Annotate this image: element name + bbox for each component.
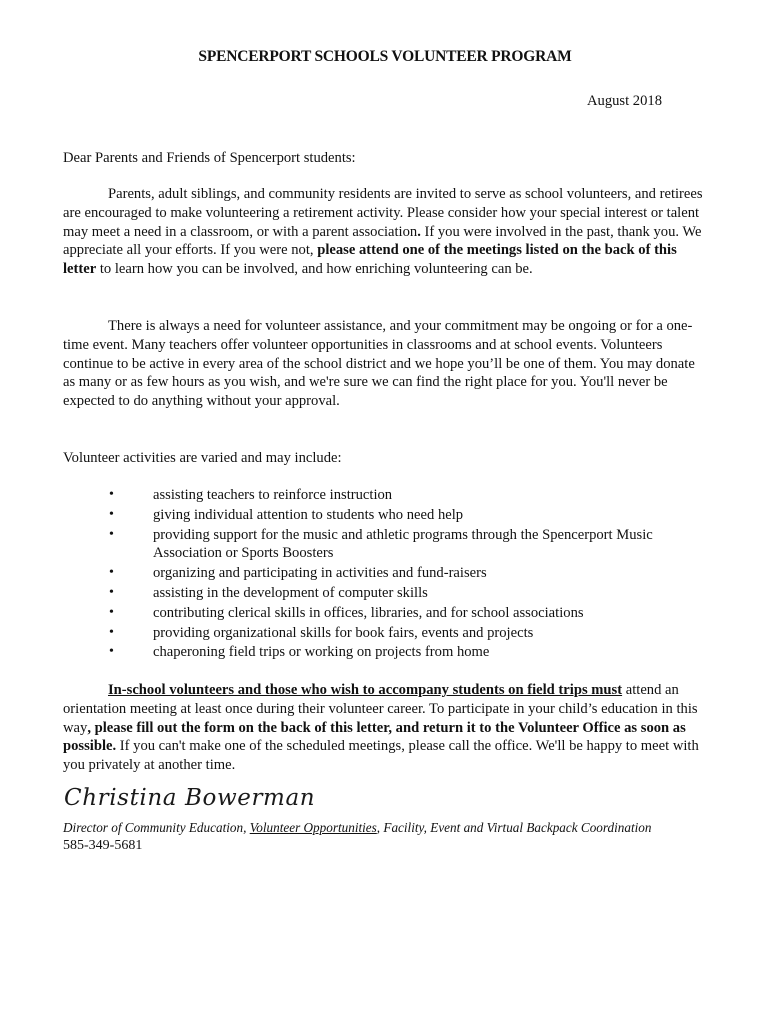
p1-text-2: If you were involved in the past, thank you. We appreciate all your efforts. If you were not,: [63, 223, 702, 259]
signature: Christina Bowerman: [64, 785, 316, 811]
list-item: [108, 506, 668, 525]
list-item-text: chaperoning field trips or working on projects from home: [153, 644, 490, 661]
letter-title: SPENCERPORT SCHOOLS VOLUNTEER PROGRAM: [198, 48, 572, 65]
activities-list: [108, 486, 668, 663]
p3-text-2: If you can't make one of the scheduled meetings, please call the office. We'll be happy to meet with you privately at another time.: [63, 738, 699, 774]
list-item-text: contributing clerical skills in offices, libraries, and for school associations: [153, 604, 584, 621]
activities-intro: Volunteer activities are varied and may include:: [63, 450, 342, 466]
list-item: [108, 564, 668, 583]
sig-title-part-2: , Facility, Event and Virtual Backpack Coordination: [376, 820, 652, 835]
letter-date: August 2018: [587, 93, 662, 109]
paragraph-need: [63, 317, 708, 411]
phone-number: 585-349-5681: [63, 838, 143, 853]
list-item: [108, 624, 668, 643]
bullet-icon: •: [109, 604, 114, 620]
bullet-icon: •: [109, 624, 114, 640]
p3-bold-underline: In-school volunteers and those who wish to accompany students on field trips must: [108, 682, 623, 698]
bullet-icon: •: [109, 644, 114, 660]
list-item: [108, 486, 668, 505]
signature-title: [63, 819, 743, 838]
list-item-text: organizing and participating in activities and fund-raisers: [153, 565, 487, 582]
list-item-text: giving individual attention to students who need help: [153, 506, 464, 523]
list-item: [108, 604, 668, 623]
list-item-text: providing support for the music and athletic programs through the Spencerport Music Association or Sports Boosters: [153, 526, 653, 562]
p1-text: Parents, adult siblings, and community residents are invited to serve as school volunteers, and retirees are encouraged to make volunteering a retirement activity. Please consider how your special interest or talent may meet a need in a classroom, or with a parent association: [63, 186, 703, 240]
list-item: [108, 584, 668, 603]
p1-dot: .: [417, 223, 421, 240]
bullet-icon: •: [109, 487, 114, 502]
p1-text-3: to learn how you can be involved, and how enriching volunteering can be.: [96, 261, 533, 278]
list-item-text: providing organizational skills for book fairs, events and projects: [153, 624, 534, 641]
list-item: [108, 643, 668, 662]
p2-text: There is always a need for volunteer assistance, and your commitment may be ongoing or for a one-time event. Many teachers offer volunteer opportunities in classrooms and at school events. Volunteers continue to be active in every area of the school district and we hope you’ll be one of them. You may donate as many or as few hours as you wish, and we're sure we can find the right place for you. You'll never be expected to do anything without your approval.: [63, 318, 695, 410]
list-item-text: assisting in the development of computer skills: [153, 584, 428, 601]
sig-title-part-1: Director of Community Education,: [63, 820, 250, 835]
list-item: [108, 526, 668, 564]
p3-text: attend an orientation meeting at least once during their volunteer career. To participate in your child’s education in this way: [63, 682, 698, 736]
list-item-text: assisting teachers to reinforce instruction: [153, 487, 393, 503]
paragraph-orientation: [63, 681, 708, 775]
bullet-icon: •: [109, 506, 114, 522]
p1-bold-meetings: please attend one of the meetings listed on the back of this letter: [63, 242, 677, 278]
volunteer-opportunities-link[interactable]: Volunteer Opportunities: [249, 820, 377, 835]
paragraph-invitation: [63, 185, 708, 279]
bullet-icon: •: [109, 584, 114, 600]
bullet-icon: •: [109, 565, 114, 581]
p3-bold-form: , please fill out the form on the back of this letter, and return it to the Volunteer Office as soon as possible.: [63, 719, 686, 755]
salutation: Dear Parents and Friends of Spencerport students:: [63, 150, 356, 166]
bullet-icon: •: [109, 526, 114, 542]
